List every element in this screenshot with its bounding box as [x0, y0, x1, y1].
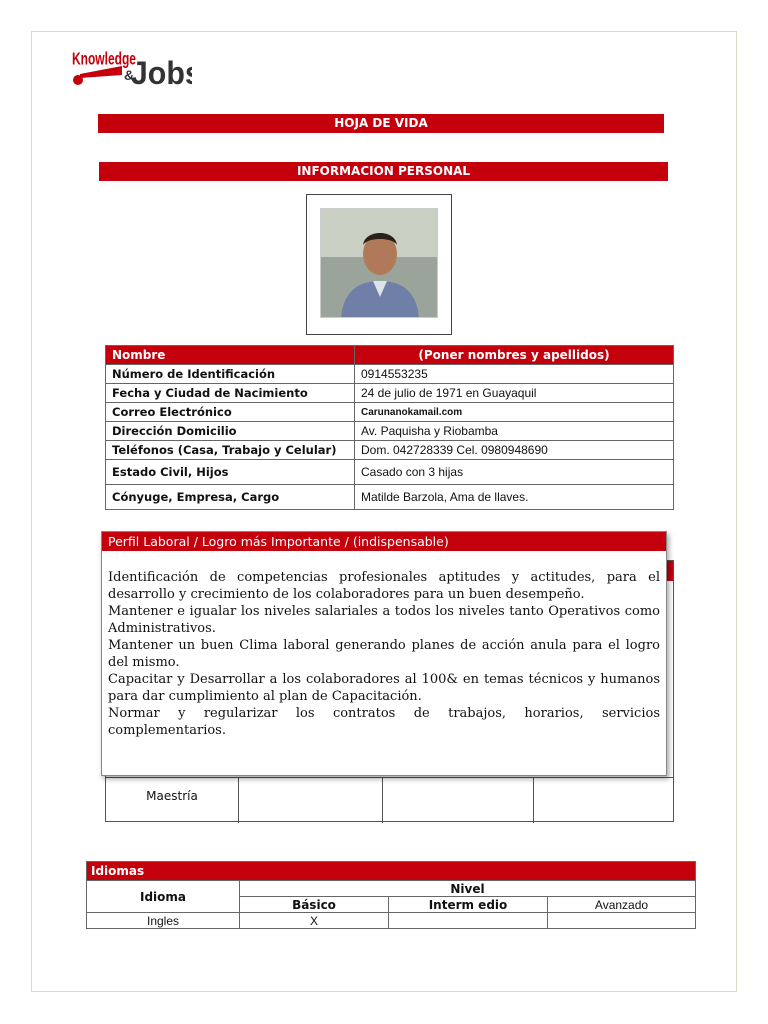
phones-label: Teléfonos (Casa, Trabajo y Celular): [106, 441, 355, 460]
email-label: Correo Electrónico: [106, 403, 355, 422]
languages-table: [86, 861, 696, 929]
profile-photo: [320, 208, 438, 318]
languages-title-row: [87, 862, 696, 881]
birth-value: 24 de julio de 1971 en Guayaquil: [355, 384, 674, 403]
name-value: (Poner nombres y apellidos): [355, 346, 674, 365]
nivel-column-header: Nivel: [240, 881, 696, 897]
id-number-value: 0914553235: [355, 365, 674, 384]
perfil-paragraph: Mantener e igualar los niveles salariales a todos los niveles tanto Operativos como Administrativos.: [108, 604, 660, 636]
address-label: Dirección Domicilio: [106, 422, 355, 441]
email-value: Carunanokamail.com: [355, 403, 674, 422]
language-name: Ingles: [87, 913, 240, 929]
level-avanzado: Avanzado: [548, 897, 696, 913]
perfil-paragraph: Normar y regularizar los contratos de trabajos, horarios, servicios complementarios.: [108, 706, 660, 738]
spouse-value: Matilde Barzola, Ama de llaves.: [355, 485, 674, 510]
personal-table-header-row: [106, 346, 674, 365]
knowledge-jobs-logo: [72, 44, 192, 90]
perfil-title: Perfil Laboral / Logro más Importante / (indispensable): [102, 532, 666, 551]
svg-text:Knowledge: Knowledge: [72, 50, 136, 70]
name-label: Nombre: [106, 346, 355, 365]
birth-label: Fecha y Ciudad de Nacimiento: [106, 384, 355, 403]
table-row: [106, 384, 674, 403]
perfil-laboral-box: [101, 531, 667, 776]
table-row: [106, 441, 674, 460]
table-row: [106, 403, 674, 422]
table-row: [87, 913, 696, 929]
id-number-label: Número de Identificación: [106, 365, 355, 384]
civil-status-value: Casado con 3 hijas: [355, 460, 674, 485]
col-divider: [382, 777, 383, 823]
photo-frame: [306, 194, 452, 335]
col-divider: [238, 777, 239, 823]
table-row: [106, 365, 674, 384]
col-divider: [533, 777, 534, 823]
table-row: [106, 422, 674, 441]
svg-text:&: &: [124, 67, 135, 83]
table-row: [106, 485, 674, 510]
personal-info-section-bar: INFORMACION PERSONAL: [99, 162, 668, 181]
level-basico: Básico: [240, 897, 389, 913]
language-basico-mark: X: [240, 913, 389, 929]
civil-status-label: Estado Civil, Hijos: [106, 460, 355, 485]
idioma-column-header: Idioma: [87, 881, 240, 913]
language-avanzado-mark: [548, 913, 696, 929]
languages-title: Idiomas: [87, 862, 696, 881]
level-intermedio: Interm edio: [389, 897, 548, 913]
svg-text:Jobs: Job: [130, 55, 185, 90]
language-intermedio-mark: [389, 913, 548, 929]
perfil-paragraph: Identificación de competencias profesionales aptitudes y actitudes, para el desarrollo y crecimiento de los colaboradores para un buen desempeño.: [108, 570, 660, 602]
spouse-label: Cónyuge, Empresa, Cargo: [106, 485, 355, 510]
perfil-paragraph: Capacitar y Desarrollar a los colaboradores al 100& en temas técnicos y humanos para dar cumplimiento al plan de Capacitación.: [108, 672, 660, 704]
table-row: [106, 460, 674, 485]
perfil-text: [102, 551, 666, 739]
cv-title-bar: HOJA DE VIDA: [98, 114, 664, 133]
address-value: Av. Paquisha y Riobamba: [355, 422, 674, 441]
languages-header-row: [87, 881, 696, 897]
row-divider: [106, 777, 673, 778]
maestria-label: Maestría: [146, 789, 198, 803]
phones-value: Dom. 042728339 Cel. 0980948690: [355, 441, 674, 460]
perfil-paragraph: Mantener un buen Clima laboral generando planes de acción anula para el logro del mismo.: [108, 638, 660, 670]
personal-info-table: [105, 345, 674, 510]
